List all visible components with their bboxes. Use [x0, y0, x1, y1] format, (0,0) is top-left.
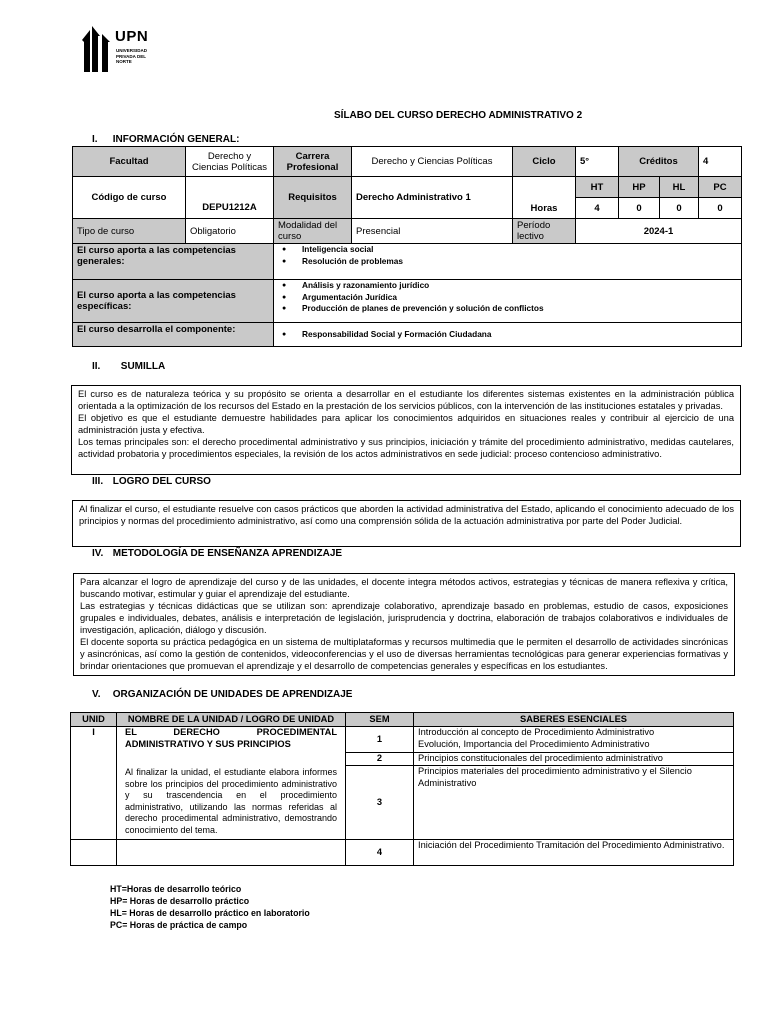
section-number: IV. [92, 548, 104, 559]
unit-number-empty [71, 840, 117, 866]
section-number: I. [92, 134, 98, 145]
list-item: ● Resolución de problemas [278, 256, 737, 268]
section-title: LOGRO DEL CURSO [112, 476, 211, 487]
modalidad-value: Presencial [352, 219, 513, 244]
hl-header: HL [660, 177, 699, 198]
general-info-table [72, 146, 742, 347]
legend-item: HT=Horas de desarrollo teórico [110, 884, 242, 894]
carrera-label: Carrera Profesional [274, 147, 352, 177]
logro-text: Al finalizar el curso, el estudiante resuelve con casos prácticos que aborden la actividad administrativa del Estado, aplicando el conocimiento adecuado de los principios y normas del procedimiento administrativo, así como una comprensión sólida de la actuación administrativa por parte del Poder Judicial. [79, 504, 734, 526]
componente-label: El curso desarrolla el componente: [73, 323, 274, 347]
metodologia-paragraph: Para alcanzar el logro de aprendizaje del curso y de las unidades, el docente integra métodos activos, estrategias y técnicas de manera reflexiva y crítica, buscando motivar, estimular y guiar el aprendizaje del estudiante. [80, 577, 728, 599]
week-content: Principios materiales del procedimiento administrativo y el Silencio Administrativo [414, 766, 734, 840]
hours-legend [110, 883, 310, 931]
document-title: SÍLABO DEL CURSO DERECHO ADMINISTRATIVO 2 [334, 110, 583, 121]
col-header-sem: SEM [346, 713, 414, 727]
comp-gen-list [278, 244, 737, 267]
week-content-line: Introducción al concepto de Procedimiento Administrativo [418, 727, 655, 737]
unit-name: EL DERECHO PROCEDIMENTAL ADMINISTRATIVO Y SUS PRINCIPIOS [125, 727, 337, 749]
modalidad-label: Modalidad del curso [274, 219, 352, 244]
pc-header: PC [699, 177, 742, 198]
codigo-value: DEPU1212A [186, 177, 274, 219]
carrera-value: Derecho y Ciencias Políticas [352, 147, 513, 177]
week-number: 3 [346, 766, 414, 840]
legend-item: HL= Horas de desarrollo práctico en laboratorio [110, 908, 310, 918]
tipo-label: Tipo de curso [73, 219, 186, 244]
periodo-label: Período lectivo [513, 219, 576, 244]
week-content: Iniciación del Procedimiento Tramitación del Procedimiento Administrativo. [414, 840, 734, 866]
week-content-line: Evolución, Importancia del Procedimiento Administrativo [418, 738, 650, 749]
ciclo-label: Ciclo [513, 147, 576, 177]
week-number: 1 [346, 727, 414, 753]
list-item: ● Inteligencia social [278, 244, 737, 256]
section-title: ORGANIZACIÓN DE UNIDADES DE APRENDIZAJE [112, 689, 353, 700]
section-5-heading [92, 689, 352, 700]
week-number: 2 [346, 753, 414, 766]
section-3-heading [92, 476, 211, 487]
componente-list [278, 329, 737, 341]
list-item: ● Responsabilidad Social y Formación Ciudadana [278, 329, 737, 341]
sumilla-box [71, 385, 741, 475]
ht-header: HT [576, 177, 619, 198]
hp-value: 0 [619, 198, 660, 219]
list-item: ● Análisis y razonamiento jurídico [278, 280, 737, 292]
list-item: ● Argumentación Jurídica [278, 292, 737, 304]
unit-logro: Al finalizar la unidad, el estudiante elabora informes sobre los principios del procedimiento administrativo y su trascendencia en el procedimiento administrativo, utilizando las normas referidas al derecho procedimental administrativo, demostrando conocimiento del tema. [125, 767, 337, 835]
ht-value: 4 [576, 198, 619, 219]
comp-gen-label: El curso aporta a las competencias generales: [73, 244, 274, 280]
week-content [414, 727, 734, 753]
section-title: SUMILLA [120, 361, 166, 372]
legend-item: PC= Horas de práctica de campo [110, 920, 248, 930]
logro-box [72, 500, 741, 547]
tipo-value: Obligatorio [186, 219, 274, 244]
upn-logo-icon [80, 26, 112, 72]
sumilla-paragraph: El curso es de naturaleza teórica y su propósito se orienta a desarrollar en el estudiante los diferentes sistemas existentes en la administración pública orientada a la optimización de los recursos del Estado en la prestación de los servicios públicos, con la intervención de las instituciones estatales y privadas. [78, 389, 734, 411]
requisitos-value: Derecho Administrativo 1 [352, 177, 513, 219]
creditos-value: 4 [699, 147, 742, 177]
hl-value: 0 [660, 198, 699, 219]
section-2-heading [92, 361, 165, 372]
requisitos-label: Requisitos [274, 177, 352, 219]
facultad-label: Facultad [73, 147, 186, 177]
ciclo-value: 5° [576, 147, 619, 177]
week-content: Principios constitucionales del procedimiento administrativo [414, 753, 734, 766]
comp-esp-list [278, 280, 737, 315]
sumilla-paragraph: Los temas principales son: el derecho procedimental administrativo y sus principios, iniciación y trámite del procedimiento administrativo, medidas cautelares, actividad probatoria y procedimientos especiales, la revisión de los actos administrativos en sede judicial: proceso contencioso administrativo. [78, 437, 734, 459]
section-4-heading [92, 548, 342, 559]
section-number: V. [92, 689, 101, 700]
metodologia-paragraph: Las estrategias y técnicas didácticas que se utilizan son: aprendizaje colaborativo, aprendizaje basado en problemas, estudio de casos, exposiciones grupales e individuales, debates, análisis e interpretación de legislación, jurisprudencia y doctrina, elaboración de trabajos colaborativos e individuales de investigación, aplicación, diálogo y discusión. [80, 601, 728, 635]
units-table [70, 712, 734, 866]
pc-value: 0 [699, 198, 742, 219]
horas-label: Horas [513, 177, 576, 219]
metodologia-paragraph: El docente soporta su práctica pedagógica en un sistema de multiplataformas y recursos multimedia que le permiten el desarrollo de actividades sincrónicas y asincrónicas, así como la gestión de contenidos, videoconferencias y el uso de diversas herramientas tecnológicas para generar experiencias formativas y brindar orientaciones que promuevan el aprendizaje y el desarrollo de competencias generales y específicas en los estudiantes. [80, 637, 728, 671]
periodo-value: 2024-1 [576, 219, 742, 244]
logo-name: UPN [115, 28, 149, 45]
section-number: III. [92, 476, 104, 487]
legend-item: HP= Horas de desarrollo práctico [110, 896, 250, 906]
section-number: II. [92, 361, 101, 372]
codigo-label: Código de curso [73, 177, 186, 219]
week-number: 4 [346, 840, 414, 866]
col-header-saberes: SABERES ESENCIALES [414, 713, 734, 727]
list-item: ● Producción de planes de prevención y solución de conflictos [278, 303, 737, 315]
unit-name-empty [117, 840, 346, 866]
comp-esp-label: El curso aporta a las competencias específicas: [73, 280, 274, 323]
hp-header: HP [619, 177, 660, 198]
facultad-value: Derecho y Ciencias Políticas [186, 147, 274, 177]
metodologia-box [73, 573, 735, 676]
upn-logo [80, 26, 152, 74]
section-1-heading [92, 134, 239, 145]
section-title: INFORMACIÓN GENERAL: [112, 134, 240, 145]
logo-subtitle: UNIVERSIDAD PRIVADA DEL NORTE [116, 48, 148, 64]
col-header-nombre: NOMBRE DE LA UNIDAD / LOGRO DE UNIDAD [117, 713, 346, 727]
sumilla-paragraph: El objetivo es que el estudiante demuestre habilidades para aplicar los conocimientos adquiridos en situaciones reales y contribuir al ejercicio de una administración justa y efectiva. [78, 413, 734, 435]
unit-number: I [71, 727, 117, 840]
section-title: METODOLOGÍA DE ENSEÑANZA APRENDIZAJE [112, 548, 343, 559]
col-header-unid: UNID [71, 713, 117, 727]
creditos-label: Créditos [619, 147, 699, 177]
